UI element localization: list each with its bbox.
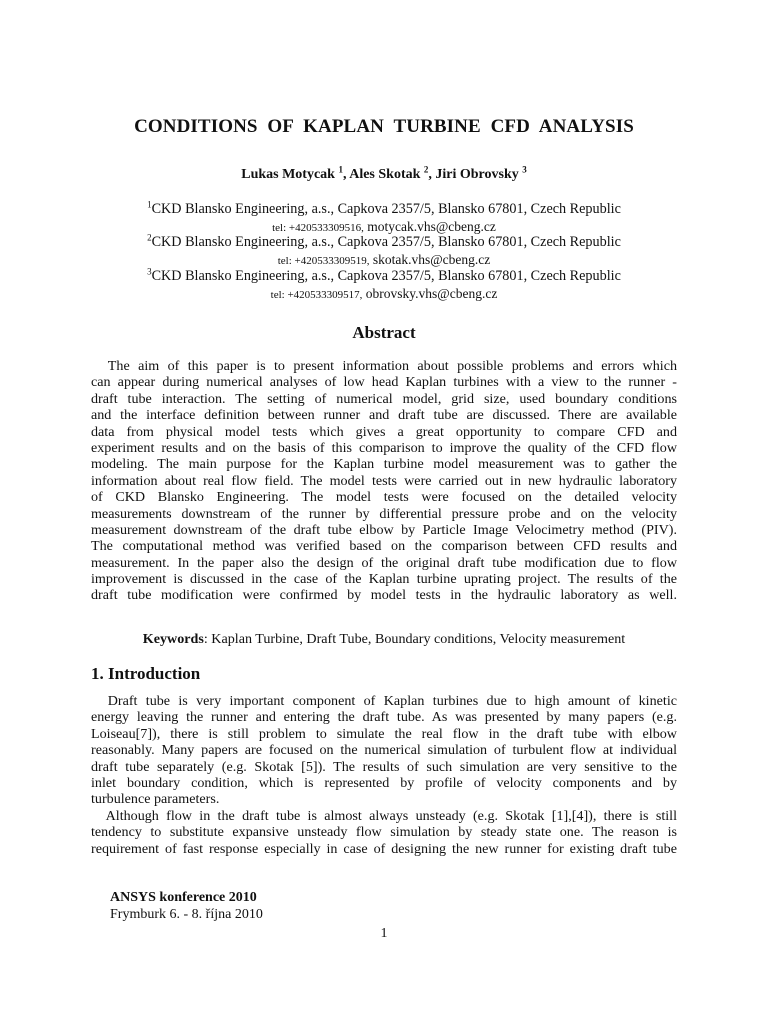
abstract-line: can appear during numerical analyses of low head Kaplan turbines with a view to the runner - (91, 374, 677, 391)
contact-line (0, 252, 768, 268)
author-name: Jiri Obrovsky (435, 167, 519, 182)
keywords-line (0, 631, 768, 648)
abstract-line: The computational method was verified based on the comparison between CFD results and (91, 538, 677, 555)
affiliation (0, 201, 768, 218)
author-separator: , (342, 167, 350, 182)
paper-title: CONDITIONS OF KAPLAN TURBINE CFD ANALYSIS (134, 116, 634, 137)
conference-name: ANSYS konference 2010 (110, 890, 257, 905)
phone-number: tel: +420533309517, (270, 289, 363, 301)
abstract-line: improvement is discussed in the case of the Kaplan turbine uprating project. The results of the (91, 571, 677, 588)
affiliation-mark: 3 (147, 266, 152, 277)
affiliation (0, 234, 768, 251)
keywords-text: : Kaplan Turbine, Draft Tube, Boundary conditions, Velocity measurement (203, 631, 626, 647)
author-name: Ales Skotak (349, 167, 421, 182)
abstract-body (91, 358, 677, 604)
email-address[interactable]: skotak.vhs@cbeng.cz (372, 252, 491, 267)
author-affiliation-mark: 3 (522, 164, 527, 175)
abstract-line: of CKD Blansko Engineering. The model tests were focused on the detailed velocity (91, 489, 677, 506)
author-name: Lukas Motycak (241, 167, 335, 182)
abstract-line: and the interface definition between runner and draft tube are discussed. There are available (91, 407, 677, 424)
contact-line (0, 286, 768, 302)
affiliation (0, 268, 768, 285)
page-footer (110, 889, 263, 923)
affiliation-text: CKD Blansko Engineering, a.s., Capkova 2357/5, Blansko 67801, Czech Republic (151, 234, 621, 250)
abstract-line: measurement. In the paper also the design of the original draft tube modification due to flow (91, 554, 677, 571)
introduction-line: requirement of fast response especially in case of designing the new runner for existing draft tube (91, 840, 677, 857)
author-affiliation-mark: 2 (423, 164, 429, 175)
introduction-line: inlet boundary condition, which is represented by profile of velocity components and by (91, 774, 677, 791)
author-affiliation-mark: 1 (338, 164, 343, 175)
abstract-heading: Abstract (352, 323, 416, 342)
phone-number: tel: +420533309516, (272, 222, 364, 234)
contact-line (0, 219, 768, 235)
email-address[interactable]: motycak.vhs@cbeng.cz (367, 219, 496, 234)
author-separator: , (428, 167, 436, 182)
abstract-line: measurement downstream of the draft tube elbow by Particle Image Velocimetry method (PIV). (91, 521, 677, 538)
abstract-line: draft tube modification were confirmed by model tests in the hydraulic laboratory as well. (91, 587, 677, 604)
introduction-body (91, 693, 677, 857)
introduction-line: Although flow in the draft tube is almost always unsteady (e.g. Skotak [1],[4]), there is still (91, 807, 677, 824)
page-number: 1 (380, 926, 388, 941)
keywords-label: Keywords (142, 631, 204, 647)
introduction-line: draft tube separately (e.g. Skotak [5]). The results of such simulation are very sensitive to the (91, 758, 677, 775)
conference-place-date: Frymburk 6. - 8. října 2010 (110, 907, 263, 922)
phone-number: tel: +420533309519, (277, 255, 370, 267)
affiliation-mark: 1 (147, 199, 152, 210)
abstract-line: The aim of this paper is to present information about possible problems and errors which (91, 358, 677, 374)
introduction-line: reasonably. Many papers are focused on the numerical simulation of turbulent flow at individual (91, 742, 677, 759)
abstract-line: draft tube interaction. The setting of numerical model, grid size, used boundary conditions (91, 390, 677, 407)
abstract-line: modeling. The main purpose for the Kaplan turbine model measurement was to gather the (91, 456, 677, 473)
introduction-line: tendency to substitute expansive unsteady flow simulation by steady state one. The reason is (91, 824, 677, 841)
abstract-line: information about real flow field. The model tests were carried out in new hydraulic laboratory (91, 472, 677, 489)
abstract-line: data from physical model tests which gives a great opportunity to compare CFD and (91, 423, 677, 440)
abstract-line: measurements downstream of the runner by differential pressure probe and on the velocity (91, 505, 677, 522)
affiliation-text: CKD Blansko Engineering, a.s., Capkova 2357/5, Blansko 67801, Czech Republic (151, 268, 621, 284)
introduction-line: Loiseau[7]), there is still problem to simulate the real flow in the draft tube with elbow (91, 725, 677, 742)
email-address[interactable]: obrovsky.vhs@cbeng.cz (365, 286, 498, 301)
introduction-heading: 1. Introduction (91, 664, 201, 683)
introduction-line: turbulence parameters. (91, 791, 220, 808)
introduction-line: Draft tube is very important component of Kaplan turbines due to high amount of kinetic (91, 693, 677, 709)
abstract-line: experiment results and on the basis of this comparison to improve the quality of the CFD flow (91, 439, 677, 456)
affiliation-text: CKD Blansko Engineering, a.s., Capkova 2357/5, Blansko 67801, Czech Republic (151, 201, 621, 217)
author-list (0, 164, 768, 183)
introduction-line: energy leaving the runner and entering the draft tube. As was presented by many papers (e.g. (91, 709, 677, 726)
affiliation-mark: 2 (147, 232, 152, 243)
